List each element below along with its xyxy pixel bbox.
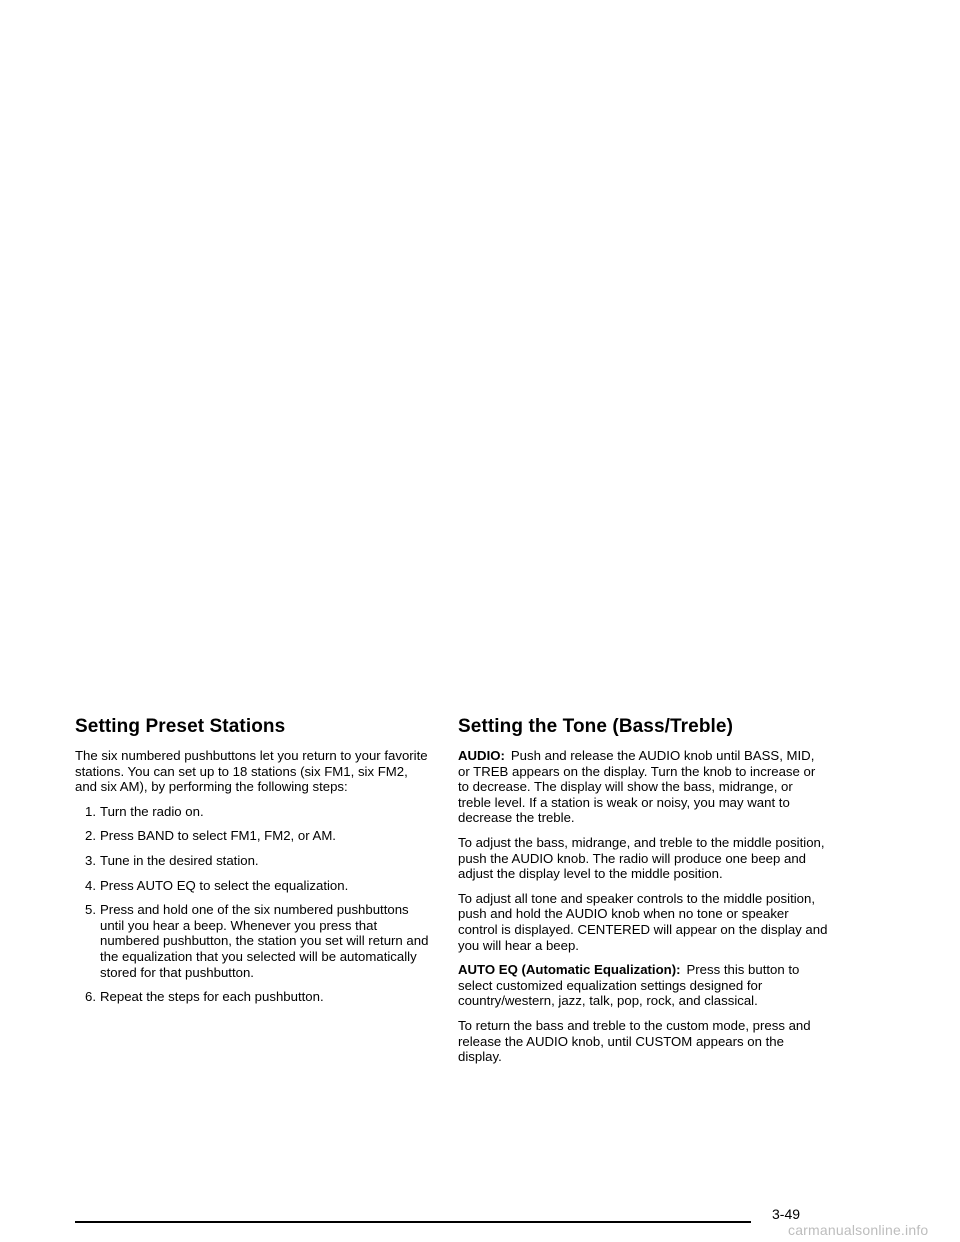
step-text: Press and hold one of the six numbered pushbuttons until you hear a beep. Whenever you press that numbered pushbutton, the station you set will return and the equalization that you selected will be automatically stored for that pushbutton. <box>100 902 429 980</box>
audio-label: AUDIO: <box>458 748 505 763</box>
step-text: Repeat the steps for each pushbutton. <box>100 989 324 1005</box>
page-number: 3-49 <box>772 1206 801 1222</box>
section-heading-preset-stations: Setting Preset Stations <box>75 716 286 737</box>
list-item <box>75 878 430 894</box>
step-number: 3. <box>85 852 96 868</box>
step-number: 6. <box>85 989 96 1005</box>
list-item <box>75 853 430 869</box>
step-text: Press AUTO EQ to select the equalization. <box>100 877 349 893</box>
section-heading-tone: Setting the Tone (Bass/Treble) <box>458 716 734 737</box>
right-column <box>458 716 828 1074</box>
preset-steps-list <box>75 804 430 1005</box>
step-text: Tune in the desired station. <box>100 852 259 868</box>
step-number: 2. <box>85 828 96 844</box>
audio-text: Push and release the AUDIO knob until BASS, MID, or TREB appears on the display. Turn the knob to increase or to decrease. The display will show the bass, midrange, or treble level. If a station is weak or noisy, you may want to decrease the treble. <box>458 748 816 826</box>
audio-paragraph <box>458 748 828 826</box>
step-number: 4. <box>85 877 96 893</box>
step-text: Turn the radio on. <box>100 803 204 819</box>
list-item <box>75 828 430 844</box>
auto-eq-label: AUTO EQ (Automatic Equalization): <box>458 962 681 978</box>
list-item <box>75 902 430 980</box>
footer-rule <box>75 1221 751 1223</box>
preset-intro-paragraph: The six numbered pushbuttons let you return to your favorite stations. You can set up to 18 stations (six FM1, six FM2, and six AM), by performing the following steps: <box>75 748 428 795</box>
auto-eq-text: Press this button to select customized equalization settings designed for country/western, jazz, talk, pop, rock, and classical. <box>458 962 800 1009</box>
list-item <box>75 804 430 820</box>
step-text: Press BAND to select FM1, FM2, or AM. <box>100 828 336 844</box>
step-number: 5. <box>85 902 96 918</box>
auto-eq-paragraph <box>458 962 828 1009</box>
custom-mode-paragraph: To return the bass and treble to the custom mode, press and release the AUDIO knob, until CUSTOM appears on the display. <box>458 1017 811 1065</box>
watermark: carmanualsonline.info <box>788 1222 929 1238</box>
step-number: 1. <box>85 803 96 819</box>
list-item <box>75 989 430 1005</box>
middle-position-paragraph: To adjust the bass, midrange, and treble to the middle position, push the AUDIO knob. The radio will produce one beep and adjust the display level to the middle position. <box>458 834 825 882</box>
all-controls-paragraph: To adjust all tone and speaker controls to the middle position, push and hold the AUDIO knob when no tone or speaker control is displayed. CENTERED will appear on the display and you will hear a beep. <box>458 890 828 953</box>
left-column <box>75 716 430 1014</box>
